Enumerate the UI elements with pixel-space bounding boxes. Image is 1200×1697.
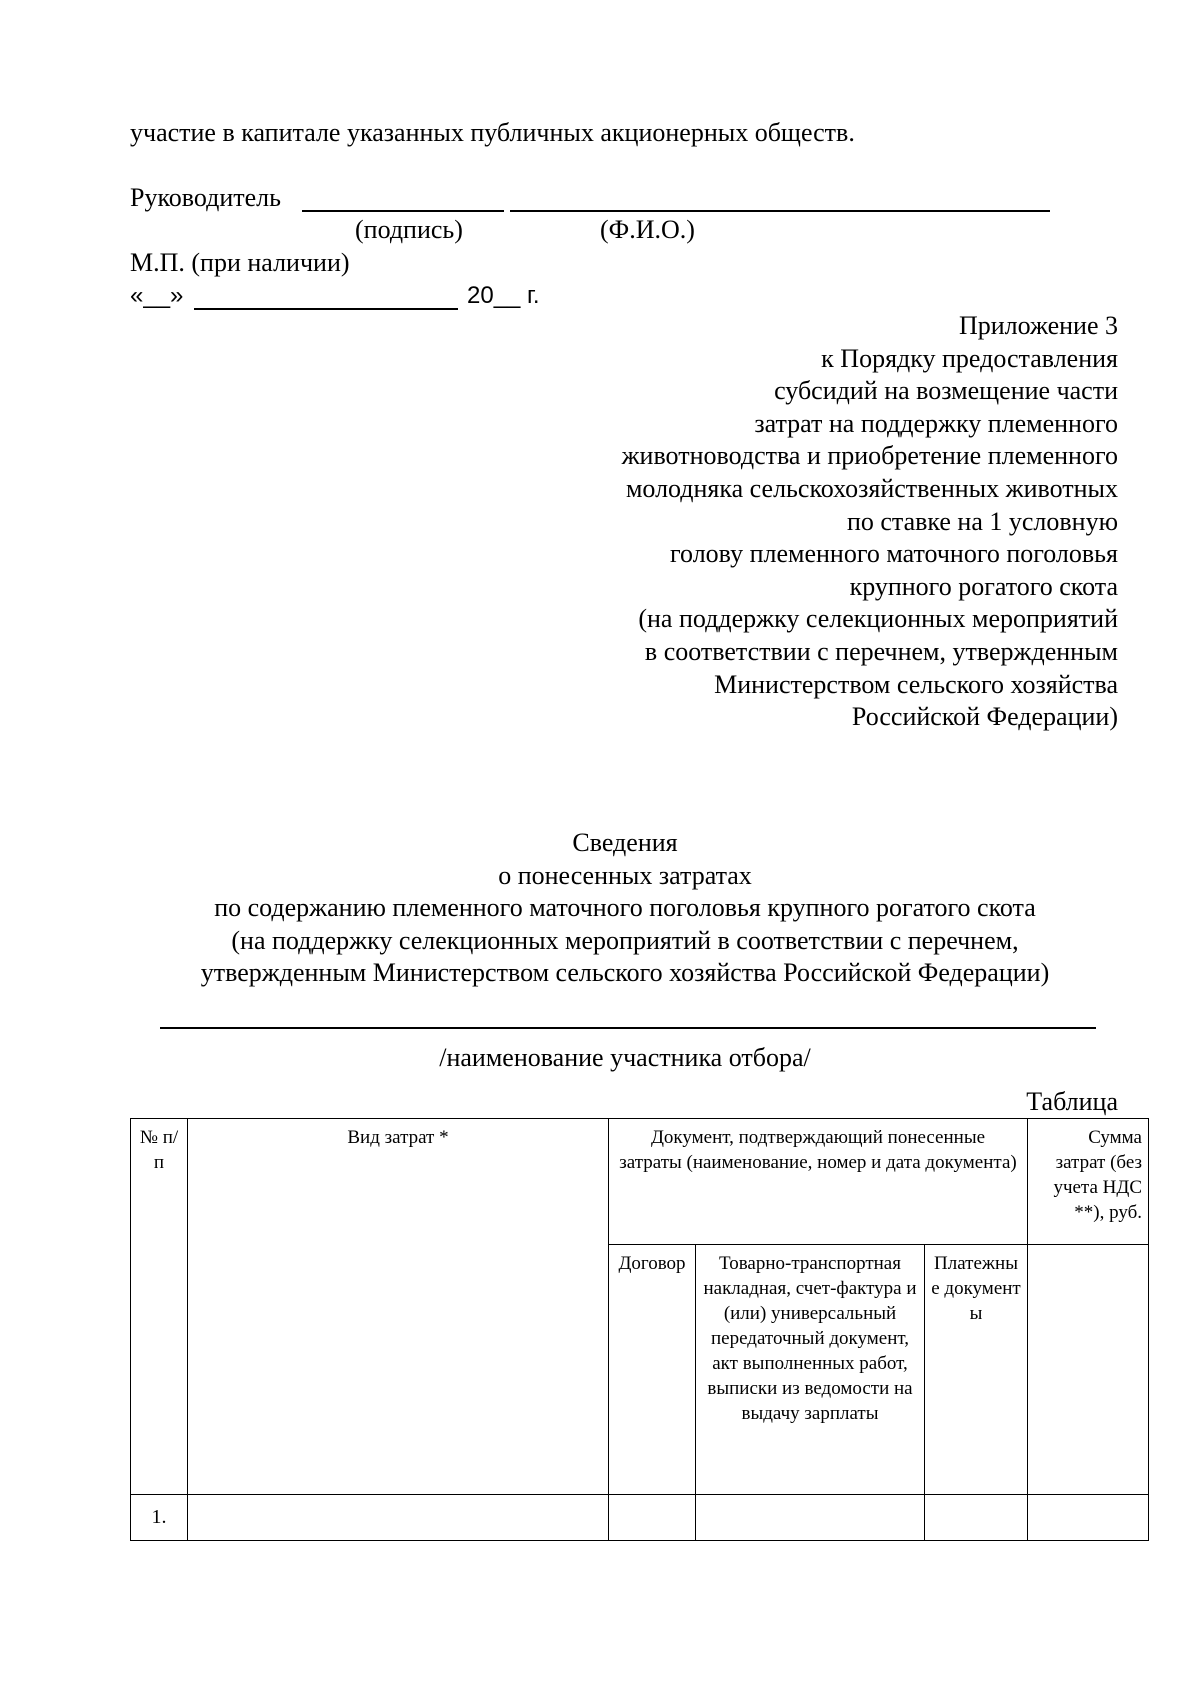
appendix-block [418,310,1118,734]
appendix-line: в соответствии с перечнем, утвержденным [644,636,1118,666]
title-line: (на поддержку селекционных мероприятий в соответствии с перечнем, [231,925,1019,955]
title-line: Сведения [572,828,678,857]
appendix-line: Министерством сельского хозяйства [714,669,1118,699]
appendix-line: по ставке на 1 условную [846,506,1118,536]
table-caption: Таблица [1026,1087,1118,1116]
appendix-line: животноводства и приобретение племенного [621,441,1118,471]
appendix-line: Российской Федерации) [851,702,1118,732]
row-contract[interactable] [609,1495,696,1541]
seal-label: М.П. (при наличии) [130,248,350,277]
row-num: 1. [131,1495,188,1541]
subheader-contract: Договор [609,1245,696,1495]
full-name-line[interactable] [510,188,1050,212]
document-title [0,827,1200,990]
header-num: № п/п [131,1119,188,1495]
appendix-line: субсидий на возмещение части [774,376,1118,406]
table-header-row [131,1119,1149,1245]
appendix-line: к Порядку предоставления [821,343,1118,373]
costs-table [130,1118,1149,1541]
title-line: утвержденным Министерством сельского хозяйства Российской Федерации) [200,958,1050,987]
participant-name-line[interactable] [160,1027,1096,1029]
head-label: Руководитель [130,183,281,212]
subheader-payment: Платежные документы [925,1245,1028,1495]
appendix-line: молодняка сельскохозяйственных животных [625,473,1118,503]
table-row [131,1495,1149,1541]
appendix-line: затрат на поддержку племенного [754,408,1118,438]
title-line: о понесенных затратах [498,860,752,890]
header-sum: Сумма затрат (без учета НДС **), руб. [1028,1119,1149,1245]
title-line: по содержанию племенного маточного поголовья крупного рогатого скота [214,893,1036,922]
signature-caption: (подпись) [355,215,463,244]
row-cost-type[interactable] [188,1495,609,1541]
appendix-line: (на поддержку селекционных мероприятий [638,604,1118,634]
full-name-caption: (Ф.И.О.) [600,215,695,244]
header-document: Документ, подтверждающий понесенные затраты (наименование, номер и дата документа) [609,1119,1028,1245]
signature-line[interactable] [302,188,504,212]
subheader-sum-empty [1028,1245,1149,1495]
date-year: 20__ г. [467,282,540,309]
appendix-line: голову племенного маточного поголовья [670,539,1118,569]
participant-caption: /наименование участника отбора/ [439,1043,811,1072]
header-cost-type: Вид затрат * [188,1119,609,1495]
intro-text-line: участие в капитале указанных публичных акционерных обществ. [130,118,855,147]
subheader-waybill: Товарно-транспортная накладная, счет-фактура и (или) универсальный передаточный документ, акт выполненных работ, выписки из ведомости на выдачу зарплаты [696,1245,925,1495]
appendix-line: крупного рогатого скота [849,571,1118,601]
row-waybill[interactable] [696,1495,925,1541]
row-payment[interactable] [925,1495,1028,1541]
date-month-line[interactable] [194,286,458,310]
appendix-line: Приложение 3 [958,311,1118,340]
date-day: «__» [130,282,184,309]
row-sum[interactable] [1028,1495,1149,1541]
